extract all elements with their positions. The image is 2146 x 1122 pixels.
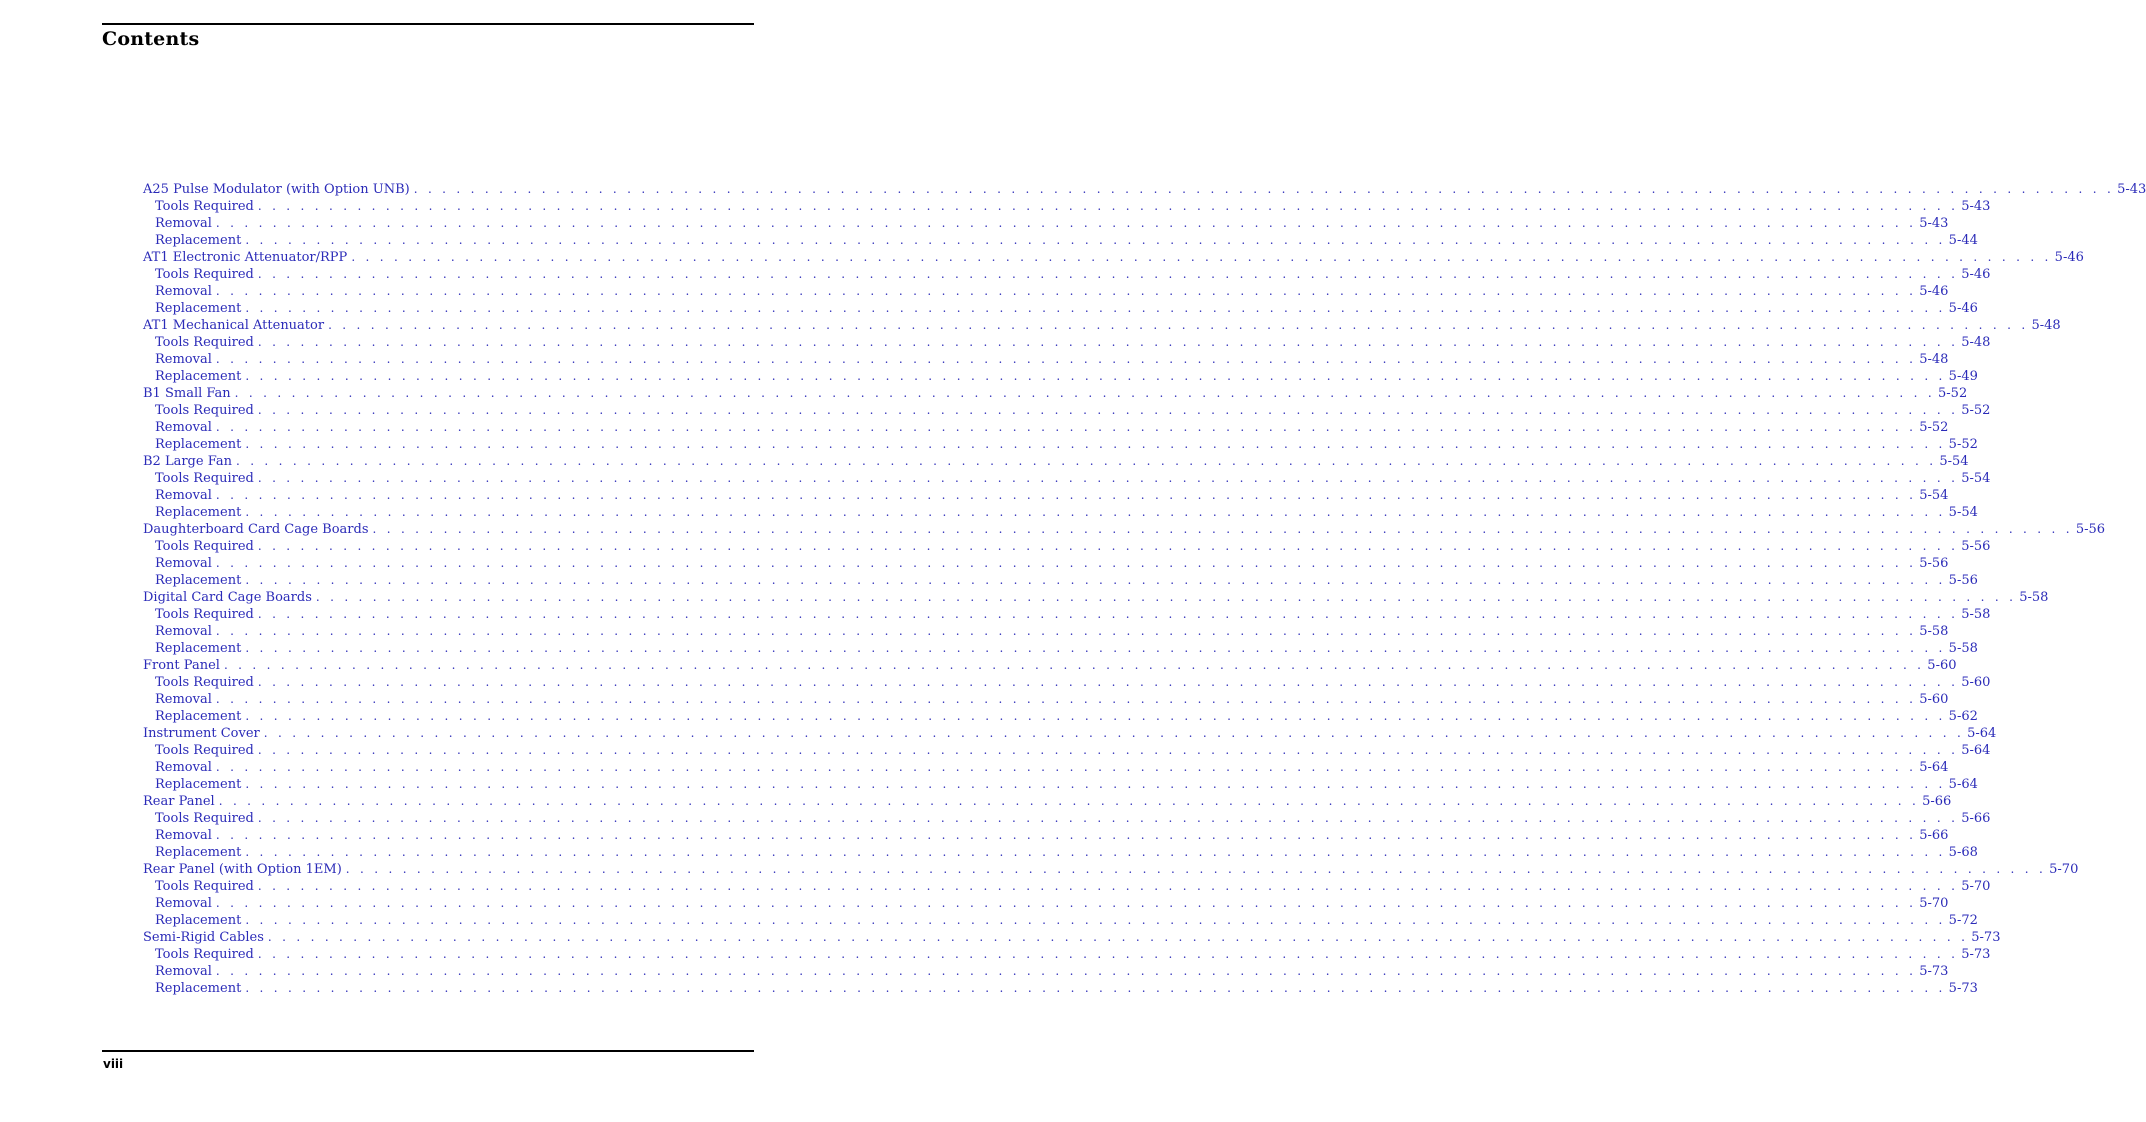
dot-leader: . . . . . . . . . . . . . . . . . . . . . . . . . . . . . . . . . . . . . . . . . . . . . . . . . . . . . . . . . . . . . . . . . . . . . . . . . . . . . . . . . . . . . . . . . . . . . . . . . . . . . . . . . . . . . . . . . . . . . . . . [223, 658, 1925, 672]
toc-entry-page: 5-60 [1927, 658, 1957, 673]
dot-leader: . . . . . . . . . . . . . . . . . . . . . . . . . . . . . . . . . . . . . . . . . . . . . . . . . . . . . . . . . . . . . . . . . . . . . . . . . . . . . . . . . . . . . . . . . . . . . . . . . . . . . . . . . . . . . . . . . . . . . . . . [234, 386, 1936, 400]
toc-entry-page: 5-56 [1961, 539, 1991, 554]
toc-subsection-link[interactable] [143, 266, 1991, 283]
toc-entry-page: 5-64 [1948, 777, 1978, 792]
toc-entry-label: Rear Panel [143, 794, 215, 809]
dot-leader: . . . . . . . . . . . . . . . . . . . . . . . . . . . . . . . . . . . . . . . . . . . . . . . . . . . . . . . . . . . . . . . . . . . . . . . . . . . . . . . . . . . . . . . . . . . . . . . . . . . . . . . . . . . . . . . . . . . . . . . . [215, 420, 1917, 434]
toc-subsection-link[interactable] [143, 878, 1991, 895]
toc-section-link[interactable] [143, 861, 2079, 878]
toc-entry-label: Tools Required [155, 539, 254, 554]
toc-entry-label: Removal [155, 284, 212, 299]
dot-leader: . . . . . . . . . . . . . . . . . . . . . . . . . . . . . . . . . . . . . . . . . . . . . . . . . . . . . . . . . . . . . . . . . . . . . . . . . . . . . . . . . . . . . . . . . . . . . . . . . . . . . . . . . . . . . . . . . . . . . . . . [215, 216, 1917, 230]
dot-leader: . . . . . . . . . . . . . . . . . . . . . . . . . . . . . . . . . . . . . . . . . . . . . . . . . . . . . . . . . . . . . . . . . . . . . . . . . . . . . . . . . . . . . . . . . . . . . . . . . . . . . . . . . . . . . . . . . . . . . . . . [215, 488, 1917, 502]
dot-leader: . . . . . . . . . . . . . . . . . . . . . . . . . . . . . . . . . . . . . . . . . . . . . . . . . . . . . . . . . . . . . . . . . . . . . . . . . . . . . . . . . . . . . . . . . . . . . . . . . . . . . . . . . . . . . . . . . . . . . . . . [345, 862, 2047, 876]
dot-leader: . . . . . . . . . . . . . . . . . . . . . . . . . . . . . . . . . . . . . . . . . . . . . . . . . . . . . . . . . . . . . . . . . . . . . . . . . . . . . . . . . . . . . . . . . . . . . . . . . . . . . . . . . . . . . . . . . . . . . . . . [245, 641, 1946, 655]
dot-leader: . . . . . . . . . . . . . . . . . . . . . . . . . . . . . . . . . . . . . . . . . . . . . . . . . . . . . . . . . . . . . . . . . . . . . . . . . . . . . . . . . . . . . . . . . . . . . . . . . . . . . . . . . . . . . . . . . . . . . . . . [372, 522, 2073, 536]
toc-entry-label: Tools Required [155, 471, 254, 486]
toc-entry-label: Replacement [155, 845, 242, 860]
dot-leader: . . . . . . . . . . . . . . . . . . . . . . . . . . . . . . . . . . . . . . . . . . . . . . . . . . . . . . . . . . . . . . . . . . . . . . . . . . . . . . . . . . . . . . . . . . . . . . . . . . . . . . . . . . . . . . . . . . . . . . . . [215, 692, 1917, 706]
toc-section-link[interactable] [143, 589, 2049, 606]
toc-entry-page: 5-56 [1948, 573, 1978, 588]
dot-leader: . . . . . . . . . . . . . . . . . . . . . . . . . . . . . . . . . . . . . . . . . . . . . . . . . . . . . . . . . . . . . . . . . . . . . . . . . . . . . . . . . . . . . . . . . . . . . . . . . . . . . . . . . . . . . . . . . . . . . . . . [315, 590, 2017, 604]
toc-entry-page: 5-46 [1961, 267, 1991, 282]
toc-section-link[interactable] [143, 453, 1969, 470]
toc-entry-page: 5-62 [1948, 709, 1978, 724]
toc-entry-label: Removal [155, 556, 212, 571]
table-of-contents [143, 181, 2146, 997]
toc-entry-label: Removal [155, 352, 212, 367]
dot-leader: . . . . . . . . . . . . . . . . . . . . . . . . . . . . . . . . . . . . . . . . . . . . . . . . . . . . . . . . . . . . . . . . . . . . . . . . . . . . . . . . . . . . . . . . . . . . . . . . . . . . . . . . . . . . . . . . . . . . . . . . [257, 471, 1959, 485]
toc-entry-page: 5-68 [1948, 845, 1978, 860]
toc-subsection-link[interactable] [143, 504, 1978, 521]
toc-subsection-link[interactable] [143, 895, 1949, 912]
toc-subsection-link[interactable] [143, 198, 1991, 215]
toc-entry-page: 5-54 [1939, 454, 1969, 469]
dot-leader: . . . . . . . . . . . . . . . . . . . . . . . . . . . . . . . . . . . . . . . . . . . . . . . . . . . . . . . . . . . . . . . . . . . . . . . . . . . . . . . . . . . . . . . . . . . . . . . . . . . . . . . . . . . . . . . . . . . . . . . . [257, 743, 1959, 757]
toc-entry-label: Tools Required [155, 879, 254, 894]
toc-subsection-link[interactable] [143, 708, 1978, 725]
toc-entry-label: A25 Pulse Modulator (with Option UNB) [143, 182, 410, 197]
toc-subsection-link[interactable] [143, 827, 1949, 844]
toc-entry-page: 5-73 [1971, 930, 2001, 945]
dot-leader: . . . . . . . . . . . . . . . . . . . . . . . . . . . . . . . . . . . . . . . . . . . . . . . . . . . . . . . . . . . . . . . . . . . . . . . . . . . . . . . . . . . . . . . . . . . . . . . . . . . . . . . . . . . . . . . . . . . . . . . . [257, 335, 1959, 349]
toc-subsection-link[interactable] [143, 419, 1949, 436]
toc-entry-label: Removal [155, 692, 212, 707]
toc-entry-page: 5-52 [1948, 437, 1978, 452]
toc-entry-label: Rear Panel (with Option 1EM) [143, 862, 342, 877]
toc-entry-page: 5-48 [1919, 352, 1949, 367]
toc-entry-page: 5-58 [1919, 624, 1949, 639]
toc-section-link[interactable] [143, 249, 2084, 266]
toc-entry-label: Removal [155, 216, 212, 231]
toc-entry-page: 5-70 [1961, 879, 1991, 894]
toc-entry-label: Tools Required [155, 811, 254, 826]
toc-subsection-link[interactable] [143, 470, 1991, 487]
dot-leader: . . . . . . . . . . . . . . . . . . . . . . . . . . . . . . . . . . . . . . . . . . . . . . . . . . . . . . . . . . . . . . . . . . . . . . . . . . . . . . . . . . . . . . . . . . . . . . . . . . . . . . . . . . . . . . . . . . . . . . . . [245, 301, 1946, 315]
toc-section-link[interactable] [143, 657, 1957, 674]
toc-section-link[interactable] [143, 521, 2106, 538]
toc-subsection-link[interactable] [143, 640, 1978, 657]
dot-leader: . . . . . . . . . . . . . . . . . . . . . . . . . . . . . . . . . . . . . . . . . . . . . . . . . . . . . . . . . . . . . . . . . . . . . . . . . . . . . . . . . . . . . . . . . . . . . . . . . . . . . . . . . . . . . . . . . . . . . . . . [218, 794, 1920, 808]
toc-entry-page: 5-58 [2019, 590, 2049, 605]
toc-subsection-link[interactable] [143, 283, 1949, 300]
toc-entry-page: 5-60 [1961, 675, 1991, 690]
dot-leader: . . . . . . . . . . . . . . . . . . . . . . . . . . . . . . . . . . . . . . . . . . . . . . . . . . . . . . . . . . . . . . . . . . . . . . . . . . . . . . . . . . . . . . . . . . . . . . . . . . . . . . . . . . . . . . . . . . . . . . . . [245, 573, 1946, 587]
toc-entry-page: 5-66 [1919, 828, 1949, 843]
dot-leader: . . . . . . . . . . . . . . . . . . . . . . . . . . . . . . . . . . . . . . . . . . . . . . . . . . . . . . . . . . . . . . . . . . . . . . . . . . . . . . . . . . . . . . . . . . . . . . . . . . . . . . . . . . . . . . . . . . . . . . . . [215, 760, 1917, 774]
toc-subsection-link[interactable] [143, 232, 1978, 249]
dot-leader: . . . . . . . . . . . . . . . . . . . . . . . . . . . . . . . . . . . . . . . . . . . . . . . . . . . . . . . . . . . . . . . . . . . . . . . . . . . . . . . . . . . . . . . . . . . . . . . . . . . . . . . . . . . . . . . . . . . . . . . . [257, 675, 1959, 689]
dot-leader: . . . . . . . . . . . . . . . . . . . . . . . . . . . . . . . . . . . . . . . . . . . . . . . . . . . . . . . . . . . . . . . . . . . . . . . . . . . . . . . . . . . . . . . . . . . . . . . . . . . . . . . . . . . . . . . . . . . . . . . . [257, 539, 1959, 553]
toc-entry-label: B2 Large Fan [143, 454, 232, 469]
toc-entry-page: 5-64 [1919, 760, 1949, 775]
toc-subsection-link[interactable] [143, 436, 1978, 453]
toc-entry-page: 5-70 [1919, 896, 1949, 911]
dot-leader: . . . . . . . . . . . . . . . . . . . . . . . . . . . . . . . . . . . . . . . . . . . . . . . . . . . . . . . . . . . . . . . . . . . . . . . . . . . . . . . . . . . . . . . . . . . . . . . . . . . . . . . . . . . . . . . . . . . . . . . . [351, 250, 2052, 264]
toc-section-link[interactable] [143, 725, 1997, 742]
dot-leader: . . . . . . . . . . . . . . . . . . . . . . . . . . . . . . . . . . . . . . . . . . . . . . . . . . . . . . . . . . . . . . . . . . . . . . . . . . . . . . . . . . . . . . . . . . . . . . . . . . . . . . . . . . . . . . . . . . . . . . . . [245, 505, 1946, 519]
toc-subsection-link[interactable] [143, 844, 1978, 861]
toc-entry-page: 5-54 [1961, 471, 1991, 486]
toc-entry-page: 5-43 [1919, 216, 1949, 231]
dot-leader: . . . . . . . . . . . . . . . . . . . . . . . . . . . . . . . . . . . . . . . . . . . . . . . . . . . . . . . . . . . . . . . . . . . . . . . . . . . . . . . . . . . . . . . . . . . . . . . . . . . . . . . . . . . . . . . . . . . . . . . . [245, 777, 1946, 791]
toc-entry-label: AT1 Mechanical Attenuator [143, 318, 325, 333]
toc-subsection-link[interactable] [143, 334, 1991, 351]
toc-section-link[interactable] [143, 929, 2001, 946]
toc-entry-page: 5-44 [1948, 233, 1978, 248]
toc-entry-page: 5-46 [1919, 284, 1949, 299]
dot-leader: . . . . . . . . . . . . . . . . . . . . . . . . . . . . . . . . . . . . . . . . . . . . . . . . . . . . . . . . . . . . . . . . . . . . . . . . . . . . . . . . . . . . . . . . . . . . . . . . . . . . . . . . . . . . . . . . . . . . . . . . [245, 913, 1946, 927]
toc-entry-page: 5-56 [1919, 556, 1949, 571]
toc-entry-label: Tools Required [155, 607, 254, 622]
toc-entry-page: 5-48 [1961, 335, 1991, 350]
toc-entry-label: Replacement [155, 369, 242, 384]
toc-entry-label: Removal [155, 760, 212, 775]
toc-entry-label: Removal [155, 488, 212, 503]
dot-leader: . . . . . . . . . . . . . . . . . . . . . . . . . . . . . . . . . . . . . . . . . . . . . . . . . . . . . . . . . . . . . . . . . . . . . . . . . . . . . . . . . . . . . . . . . . . . . . . . . . . . . . . . . . . . . . . . . . . . . . . . [215, 624, 1917, 638]
dot-leader: . . . . . . . . . . . . . . . . . . . . . . . . . . . . . . . . . . . . . . . . . . . . . . . . . . . . . . . . . . . . . . . . . . . . . . . . . . . . . . . . . . . . . . . . . . . . . . . . . . . . . . . . . . . . . . . . . . . . . . . . [215, 896, 1917, 910]
toc-entry-label: Front Panel [143, 658, 220, 673]
toc-subsection-link[interactable] [143, 572, 1978, 589]
toc-entry-page: 5-43 [1961, 199, 1991, 214]
dot-leader: . . . . . . . . . . . . . . . . . . . . . . . . . . . . . . . . . . . . . . . . . . . . . . . . . . . . . . . . . . . . . . . . . . . . . . . . . . . . . . . . . . . . . . . . . . . . . . . . . . . . . . . . . . . . . . . . . . . . . . . . [245, 369, 1946, 383]
toc-entry-label: Replacement [155, 777, 242, 792]
toc-entry-page: 5-66 [1961, 811, 1991, 826]
toc-entry-label: Replacement [155, 709, 242, 724]
toc-entry-label: Replacement [155, 573, 242, 588]
dot-leader: . . . . . . . . . . . . . . . . . . . . . . . . . . . . . . . . . . . . . . . . . . . . . . . . . . . . . . . . . . . . . . . . . . . . . . . . . . . . . . . . . . . . . . . . . . . . . . . . . . . . . . . . . . . . . . . . . . . . . . . . [263, 726, 1965, 740]
toc-entry-page: 5-60 [1919, 692, 1949, 707]
toc-entry-page: 5-56 [2075, 522, 2106, 537]
page-number: viii [103, 1057, 124, 1071]
dot-leader: . . . . . . . . . . . . . . . . . . . . . . . . . . . . . . . . . . . . . . . . . . . . . . . . . . . . . . . . . . . . . . . . . . . . . . . . . . . . . . . . . . . . . . . . . . . . . . . . . . . . . . . . . . . . . . . . . . . . . . . . [245, 981, 1946, 995]
toc-entry-page: 5-52 [1919, 420, 1949, 435]
toc-entry-label: Removal [155, 964, 212, 979]
toc-entry-label: Semi-Rigid Cables [143, 930, 264, 945]
toc-entry-label: Replacement [155, 233, 242, 248]
toc-entry-label: Replacement [155, 981, 242, 996]
dot-leader: . . . . . . . . . . . . . . . . . . . . . . . . . . . . . . . . . . . . . . . . . . . . . . . . . . . . . . . . . . . . . . . . . . . . . . . . . . . . . . . . . . . . . . . . . . . . . . . . . . . . . . . . . . . . . . . . . . . . . . . . [257, 879, 1959, 893]
dot-leader: . . . . . . . . . . . . . . . . . . . . . . . . . . . . . . . . . . . . . . . . . . . . . . . . . . . . . . . . . . . . . . . . . . . . . . . . . . . . . . . . . . . . . . . . . . . . . . . . . . . . . . . . . . . . . . . . . . . . . . . . [245, 437, 1946, 451]
dot-leader: . . . . . . . . . . . . . . . . . . . . . . . . . . . . . . . . . . . . . . . . . . . . . . . . . . . . . . . . . . . . . . . . . . . . . . . . . . . . . . . . . . . . . . . . . . . . . . . . . . . . . . . . . . . . . . . . . . . . . . . . [267, 930, 1969, 944]
toc-entry-label: Tools Required [155, 675, 254, 690]
toc-entry-label: Replacement [155, 505, 242, 520]
dot-leader: . . . . . . . . . . . . . . . . . . . . . . . . . . . . . . . . . . . . . . . . . . . . . . . . . . . . . . . . . . . . . . . . . . . . . . . . . . . . . . . . . . . . . . . . . . . . . . . . . . . . . . . . . . . . . . . . . . . . . . . . [328, 318, 2029, 332]
page-title: Contents [102, 28, 200, 50]
dot-leader: . . . . . . . . . . . . . . . . . . . . . . . . . . . . . . . . . . . . . . . . . . . . . . . . . . . . . . . . . . . . . . . . . . . . . . . . . . . . . . . . . . . . . . . . . . . . . . . . . . . . . . . . . . . . . . . . . . . . . . . . [257, 403, 1959, 417]
toc-subsection-link[interactable] [143, 402, 1991, 419]
dot-leader: . . . . . . . . . . . . . . . . . . . . . . . . . . . . . . . . . . . . . . . . . . . . . . . . . . . . . . . . . . . . . . . . . . . . . . . . . . . . . . . . . . . . . . . . . . . . . . . . . . . . . . . . . . . . . . . . . . . . . . . . [245, 709, 1946, 723]
toc-subsection-link[interactable] [143, 963, 1949, 980]
dot-leader: . . . . . . . . . . . . . . . . . . . . . . . . . . . . . . . . . . . . . . . . . . . . . . . . . . . . . . . . . . . . . . . . . . . . . . . . . . . . . . . . . . . . . . . . . . . . . . . . . . . . . . . . . . . . . . . . . . . . . . . . [215, 284, 1917, 298]
toc-subsection-link[interactable] [143, 623, 1949, 640]
toc-entry-page: 5-43 [2117, 182, 2146, 197]
toc-subsection-link[interactable] [143, 368, 1978, 385]
toc-entry-page: 5-73 [1961, 947, 1991, 962]
toc-entry-label: Instrument Cover [143, 726, 260, 741]
toc-entry-page: 5-64 [1967, 726, 1997, 741]
toc-subsection-link[interactable] [143, 776, 1978, 793]
toc-subsection-link[interactable] [143, 351, 1949, 368]
toc-entry-label: Tools Required [155, 199, 254, 214]
toc-entry-page: 5-48 [2031, 318, 2061, 333]
toc-entry-label: Removal [155, 828, 212, 843]
toc-subsection-link[interactable] [143, 759, 1949, 776]
toc-entry-label: Replacement [155, 301, 242, 316]
dot-leader: . . . . . . . . . . . . . . . . . . . . . . . . . . . . . . . . . . . . . . . . . . . . . . . . . . . . . . . . . . . . . . . . . . . . . . . . . . . . . . . . . . . . . . . . . . . . . . . . . . . . . . . . . . . . . . . . . . . . . . . . [215, 964, 1917, 978]
toc-entry-label: Tools Required [155, 743, 254, 758]
footer-rule [102, 1050, 754, 1052]
toc-subsection-link[interactable] [143, 912, 1978, 929]
toc-entry-page: 5-49 [1948, 369, 1978, 384]
dot-leader: . . . . . . . . . . . . . . . . . . . . . . . . . . . . . . . . . . . . . . . . . . . . . . . . . . . . . . . . . . . . . . . . . . . . . . . . . . . . . . . . . . . . . . . . . . . . . . . . . . . . . . . . . . . . . . . . . . . . . . . . [413, 182, 2115, 196]
toc-entry-label: Tools Required [155, 947, 254, 962]
dot-leader: . . . . . . . . . . . . . . . . . . . . . . . . . . . . . . . . . . . . . . . . . . . . . . . . . . . . . . . . . . . . . . . . . . . . . . . . . . . . . . . . . . . . . . . . . . . . . . . . . . . . . . . . . . . . . . . . . . . . . . . . [257, 607, 1959, 621]
dot-leader: . . . . . . . . . . . . . . . . . . . . . . . . . . . . . . . . . . . . . . . . . . . . . . . . . . . . . . . . . . . . . . . . . . . . . . . . . . . . . . . . . . . . . . . . . . . . . . . . . . . . . . . . . . . . . . . . . . . . . . . . [215, 556, 1917, 570]
toc-subsection-link[interactable] [143, 674, 1991, 691]
toc-subsection-link[interactable] [143, 980, 1978, 997]
toc-subsection-link[interactable] [143, 810, 1991, 827]
toc-entry-page: 5-58 [1961, 607, 1991, 622]
toc-entry-label: Replacement [155, 437, 242, 452]
toc-entry-label: Removal [155, 896, 212, 911]
header-rule [102, 23, 754, 25]
toc-section-link[interactable] [143, 385, 1968, 402]
toc-entry-page: 5-54 [1948, 505, 1978, 520]
dot-leader: . . . . . . . . . . . . . . . . . . . . . . . . . . . . . . . . . . . . . . . . . . . . . . . . . . . . . . . . . . . . . . . . . . . . . . . . . . . . . . . . . . . . . . . . . . . . . . . . . . . . . . . . . . . . . . . . . . . . . . . . [257, 267, 1959, 281]
toc-entry-page: 5-58 [1948, 641, 1978, 656]
toc-entry-page: 5-72 [1948, 913, 1978, 928]
toc-subsection-link[interactable] [143, 742, 1991, 759]
toc-entry-page: 5-46 [1948, 301, 1978, 316]
toc-entry-page: 5-66 [1922, 794, 1952, 809]
toc-subsection-link[interactable] [143, 300, 1978, 317]
dot-leader: . . . . . . . . . . . . . . . . . . . . . . . . . . . . . . . . . . . . . . . . . . . . . . . . . . . . . . . . . . . . . . . . . . . . . . . . . . . . . . . . . . . . . . . . . . . . . . . . . . . . . . . . . . . . . . . . . . . . . . . . [235, 454, 1937, 468]
toc-subsection-link[interactable] [143, 691, 1949, 708]
toc-entry-label: AT1 Electronic Attenuator/RPP [143, 250, 348, 265]
toc-entry-label: Tools Required [155, 403, 254, 418]
toc-entry-label: Digital Card Cage Boards [143, 590, 312, 605]
toc-entry-label: Replacement [155, 913, 242, 928]
toc-subsection-link[interactable] [143, 606, 1991, 623]
toc-subsection-link[interactable] [143, 555, 1949, 572]
toc-entry-page: 5-73 [1948, 981, 1978, 996]
toc-entry-label: Tools Required [155, 267, 254, 282]
toc-section-link[interactable] [143, 317, 2061, 334]
toc-entry-label: B1 Small Fan [143, 386, 231, 401]
toc-subsection-link[interactable] [143, 215, 1949, 232]
dot-leader: . . . . . . . . . . . . . . . . . . . . . . . . . . . . . . . . . . . . . . . . . . . . . . . . . . . . . . . . . . . . . . . . . . . . . . . . . . . . . . . . . . . . . . . . . . . . . . . . . . . . . . . . . . . . . . . . . . . . . . . . [257, 947, 1959, 961]
toc-subsection-link[interactable] [143, 487, 1949, 504]
toc-entry-page: 5-70 [2049, 862, 2079, 877]
toc-subsection-link[interactable] [143, 538, 1991, 555]
dot-leader: . . . . . . . . . . . . . . . . . . . . . . . . . . . . . . . . . . . . . . . . . . . . . . . . . . . . . . . . . . . . . . . . . . . . . . . . . . . . . . . . . . . . . . . . . . . . . . . . . . . . . . . . . . . . . . . . . . . . . . . . [215, 352, 1917, 366]
toc-entry-label: Removal [155, 420, 212, 435]
toc-entry-page: 5-64 [1961, 743, 1991, 758]
dot-leader: . . . . . . . . . . . . . . . . . . . . . . . . . . . . . . . . . . . . . . . . . . . . . . . . . . . . . . . . . . . . . . . . . . . . . . . . . . . . . . . . . . . . . . . . . . . . . . . . . . . . . . . . . . . . . . . . . . . . . . . . [257, 811, 1959, 825]
dot-leader: . . . . . . . . . . . . . . . . . . . . . . . . . . . . . . . . . . . . . . . . . . . . . . . . . . . . . . . . . . . . . . . . . . . . . . . . . . . . . . . . . . . . . . . . . . . . . . . . . . . . . . . . . . . . . . . . . . . . . . . . [245, 845, 1946, 859]
toc-entry-page: 5-73 [1919, 964, 1949, 979]
toc-entry-label: Replacement [155, 641, 242, 656]
toc-entry-label: Removal [155, 624, 212, 639]
dot-leader: . . . . . . . . . . . . . . . . . . . . . . . . . . . . . . . . . . . . . . . . . . . . . . . . . . . . . . . . . . . . . . . . . . . . . . . . . . . . . . . . . . . . . . . . . . . . . . . . . . . . . . . . . . . . . . . . . . . . . . . . [257, 199, 1959, 213]
toc-subsection-link[interactable] [143, 946, 1991, 963]
toc-entry-page: 5-54 [1919, 488, 1949, 503]
dot-leader: . . . . . . . . . . . . . . . . . . . . . . . . . . . . . . . . . . . . . . . . . . . . . . . . . . . . . . . . . . . . . . . . . . . . . . . . . . . . . . . . . . . . . . . . . . . . . . . . . . . . . . . . . . . . . . . . . . . . . . . . [215, 828, 1917, 842]
toc-section-link[interactable] [143, 181, 2146, 198]
toc-entry-label: Daughterboard Card Cage Boards [143, 522, 369, 537]
toc-entry-page: 5-46 [2054, 250, 2084, 265]
toc-section-link[interactable] [143, 793, 1952, 810]
toc-entry-page: 5-52 [1961, 403, 1991, 418]
toc-entry-label: Tools Required [155, 335, 254, 350]
dot-leader: . . . . . . . . . . . . . . . . . . . . . . . . . . . . . . . . . . . . . . . . . . . . . . . . . . . . . . . . . . . . . . . . . . . . . . . . . . . . . . . . . . . . . . . . . . . . . . . . . . . . . . . . . . . . . . . . . . . . . . . . [245, 233, 1946, 247]
toc-entry-page: 5-52 [1938, 386, 1968, 401]
